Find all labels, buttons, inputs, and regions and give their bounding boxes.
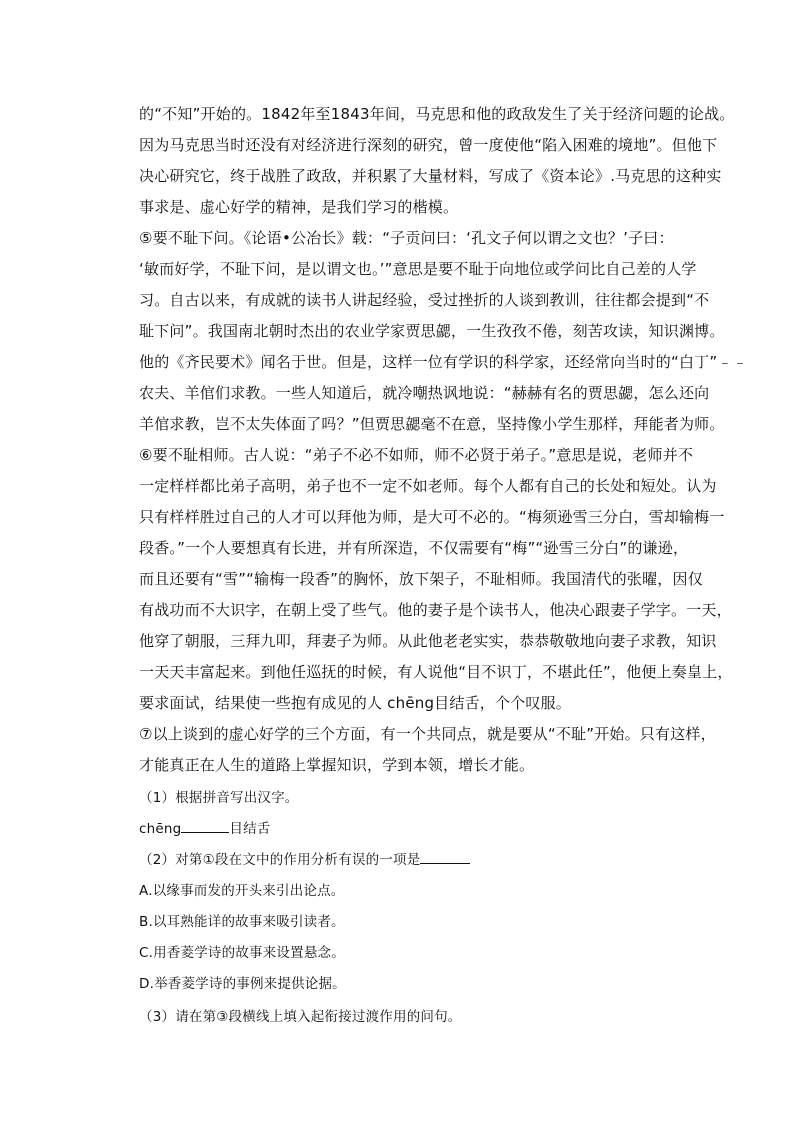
passage-line: 而且还要有“雪”“输梅一段香”的胸怀，放下架子，不耻相师。我国清代的张曜，因仅 bbox=[139, 570, 703, 588]
paragraph-6-start: ⑥要不耻相师。古人说：“弟子不必不如师，师不必贤于弟子。”意思是说，老师并不 bbox=[139, 446, 694, 464]
passage-line: 一天天丰富起来。到他任巡抚的时候，有人说他“目不识丁，不堪此任”，他便上奏皇上， bbox=[139, 663, 733, 681]
paragraph-5-start: ⑤要不耻下问。《论语•公冶长》载：“子贡问曰：‘孔文子何以谓之文也？’子曰： bbox=[139, 229, 674, 247]
passage-line: 决心研究它，终于战胜了政敌，并积累了大量材料，写成了《资本论》.马克思的这种实 bbox=[139, 167, 722, 185]
question-2-option-c: C.用香菱学诗的故事来设置悬念。 bbox=[139, 945, 345, 961]
passage-line: 的“不知”开始的。1842年至1843年间，马克思和他的政敌发生了关于经济问题的论战。 bbox=[139, 105, 735, 123]
question-2-option-b: B.以耳熟能详的故事来吸引读者。 bbox=[139, 914, 345, 930]
question-2-title-line bbox=[139, 849, 470, 871]
question-2-option-a: A.以缘事而发的开头来引出论点。 bbox=[139, 883, 345, 899]
question-1-answer-line bbox=[139, 818, 271, 840]
paragraph-7-start: ⑦以上谈到的虚心好学的三个方面，有一个共同点，就是要从“不耻”开始。只有这样， bbox=[139, 725, 716, 743]
question-1-suffix: 目结舌 bbox=[229, 821, 271, 837]
question-1-pinyin: chēng bbox=[139, 821, 182, 837]
passage-line: 因为马克思当时还没有对经济进行深刻的研究，曾一度使他“陷入困难的境地”。但他下 bbox=[139, 136, 718, 154]
passage-line: 要求面试，结果使一些抱有成见的人 chēng目结舌，个个叹服。 bbox=[139, 694, 571, 712]
passage-line: 他穿了朝服，三拜九叩，拜妻子为师。从此他老老实实，恭恭敬敬地向妻子求教，知识 bbox=[139, 632, 717, 650]
passage-line: 耻下问”。我国南北朝时杰出的农业学家贾思勰，一生孜孜不倦，刻苦攻读，知识渊博。 bbox=[139, 322, 725, 340]
question-2-title: （2）对第①段在文中的作用分析有误的一项是 bbox=[139, 852, 421, 868]
passage-line: 段香。”一个人要想真有长进，并有所深造，不仅需要有“梅”“逊雪三分白”的谦逊， bbox=[139, 539, 689, 557]
passage-line: 一定样样都比弟子高明，弟子也不一定不如老师。每个人都有自己的长处和短处。认为 bbox=[139, 477, 717, 495]
question-1-title: （1）根据拼音写出汉字。 bbox=[139, 790, 299, 806]
passage-line: 事求是、虚心好学的精神，是我们学习的楷模。 bbox=[139, 198, 459, 216]
passage-line: 羊倌求教，岂不太失体面了吗？”但贾思勰毫不在意，坚持像小学生那样，拜能者为师。 bbox=[139, 415, 725, 433]
passage-line: 农夫、羊倌们求教。一些人知道后，就冷嘲热讽地说：“赫赫有名的贾思勰，怎么还向 bbox=[139, 384, 710, 402]
passage-line: 习。自古以来，有成就的读书人讲起经验，受过挫折的人谈到教训，往往都会提到“不 bbox=[139, 291, 710, 309]
question-2-answer-blank[interactable] bbox=[420, 849, 470, 864]
passage-line: 他的《齐民要术》闻名于世。但是，这样一位有学识的科学家，还经常向当时的“白丁”﹣﹣ bbox=[139, 353, 748, 371]
passage-line: 才能真正在人生的道路上掌握知识，学到本领，增长才能。 bbox=[139, 756, 535, 774]
passage-line: ‘敏而好学，不耻下问，是以谓文也。’”意思是要不耻于向地位或学问比自己差的人学 bbox=[139, 260, 697, 278]
passage-line: 有战功而不大识字，在朝上受了些气。他的妻子是个读书人，他决心跟妻子学字。一天， bbox=[139, 601, 732, 619]
question-1-answer-blank[interactable] bbox=[181, 818, 229, 833]
passage-line: 只有样样胜过自己的人才可以拜他为师，是大可不必的。“梅须逊雪三分白，雪却输梅一 bbox=[139, 508, 725, 526]
question-2-option-d: D.举香菱学诗的事例来提供论据。 bbox=[139, 976, 346, 992]
question-3-title: （3）请在第③段横线上填入起衔接过渡作用的问句。 bbox=[139, 1009, 462, 1025]
